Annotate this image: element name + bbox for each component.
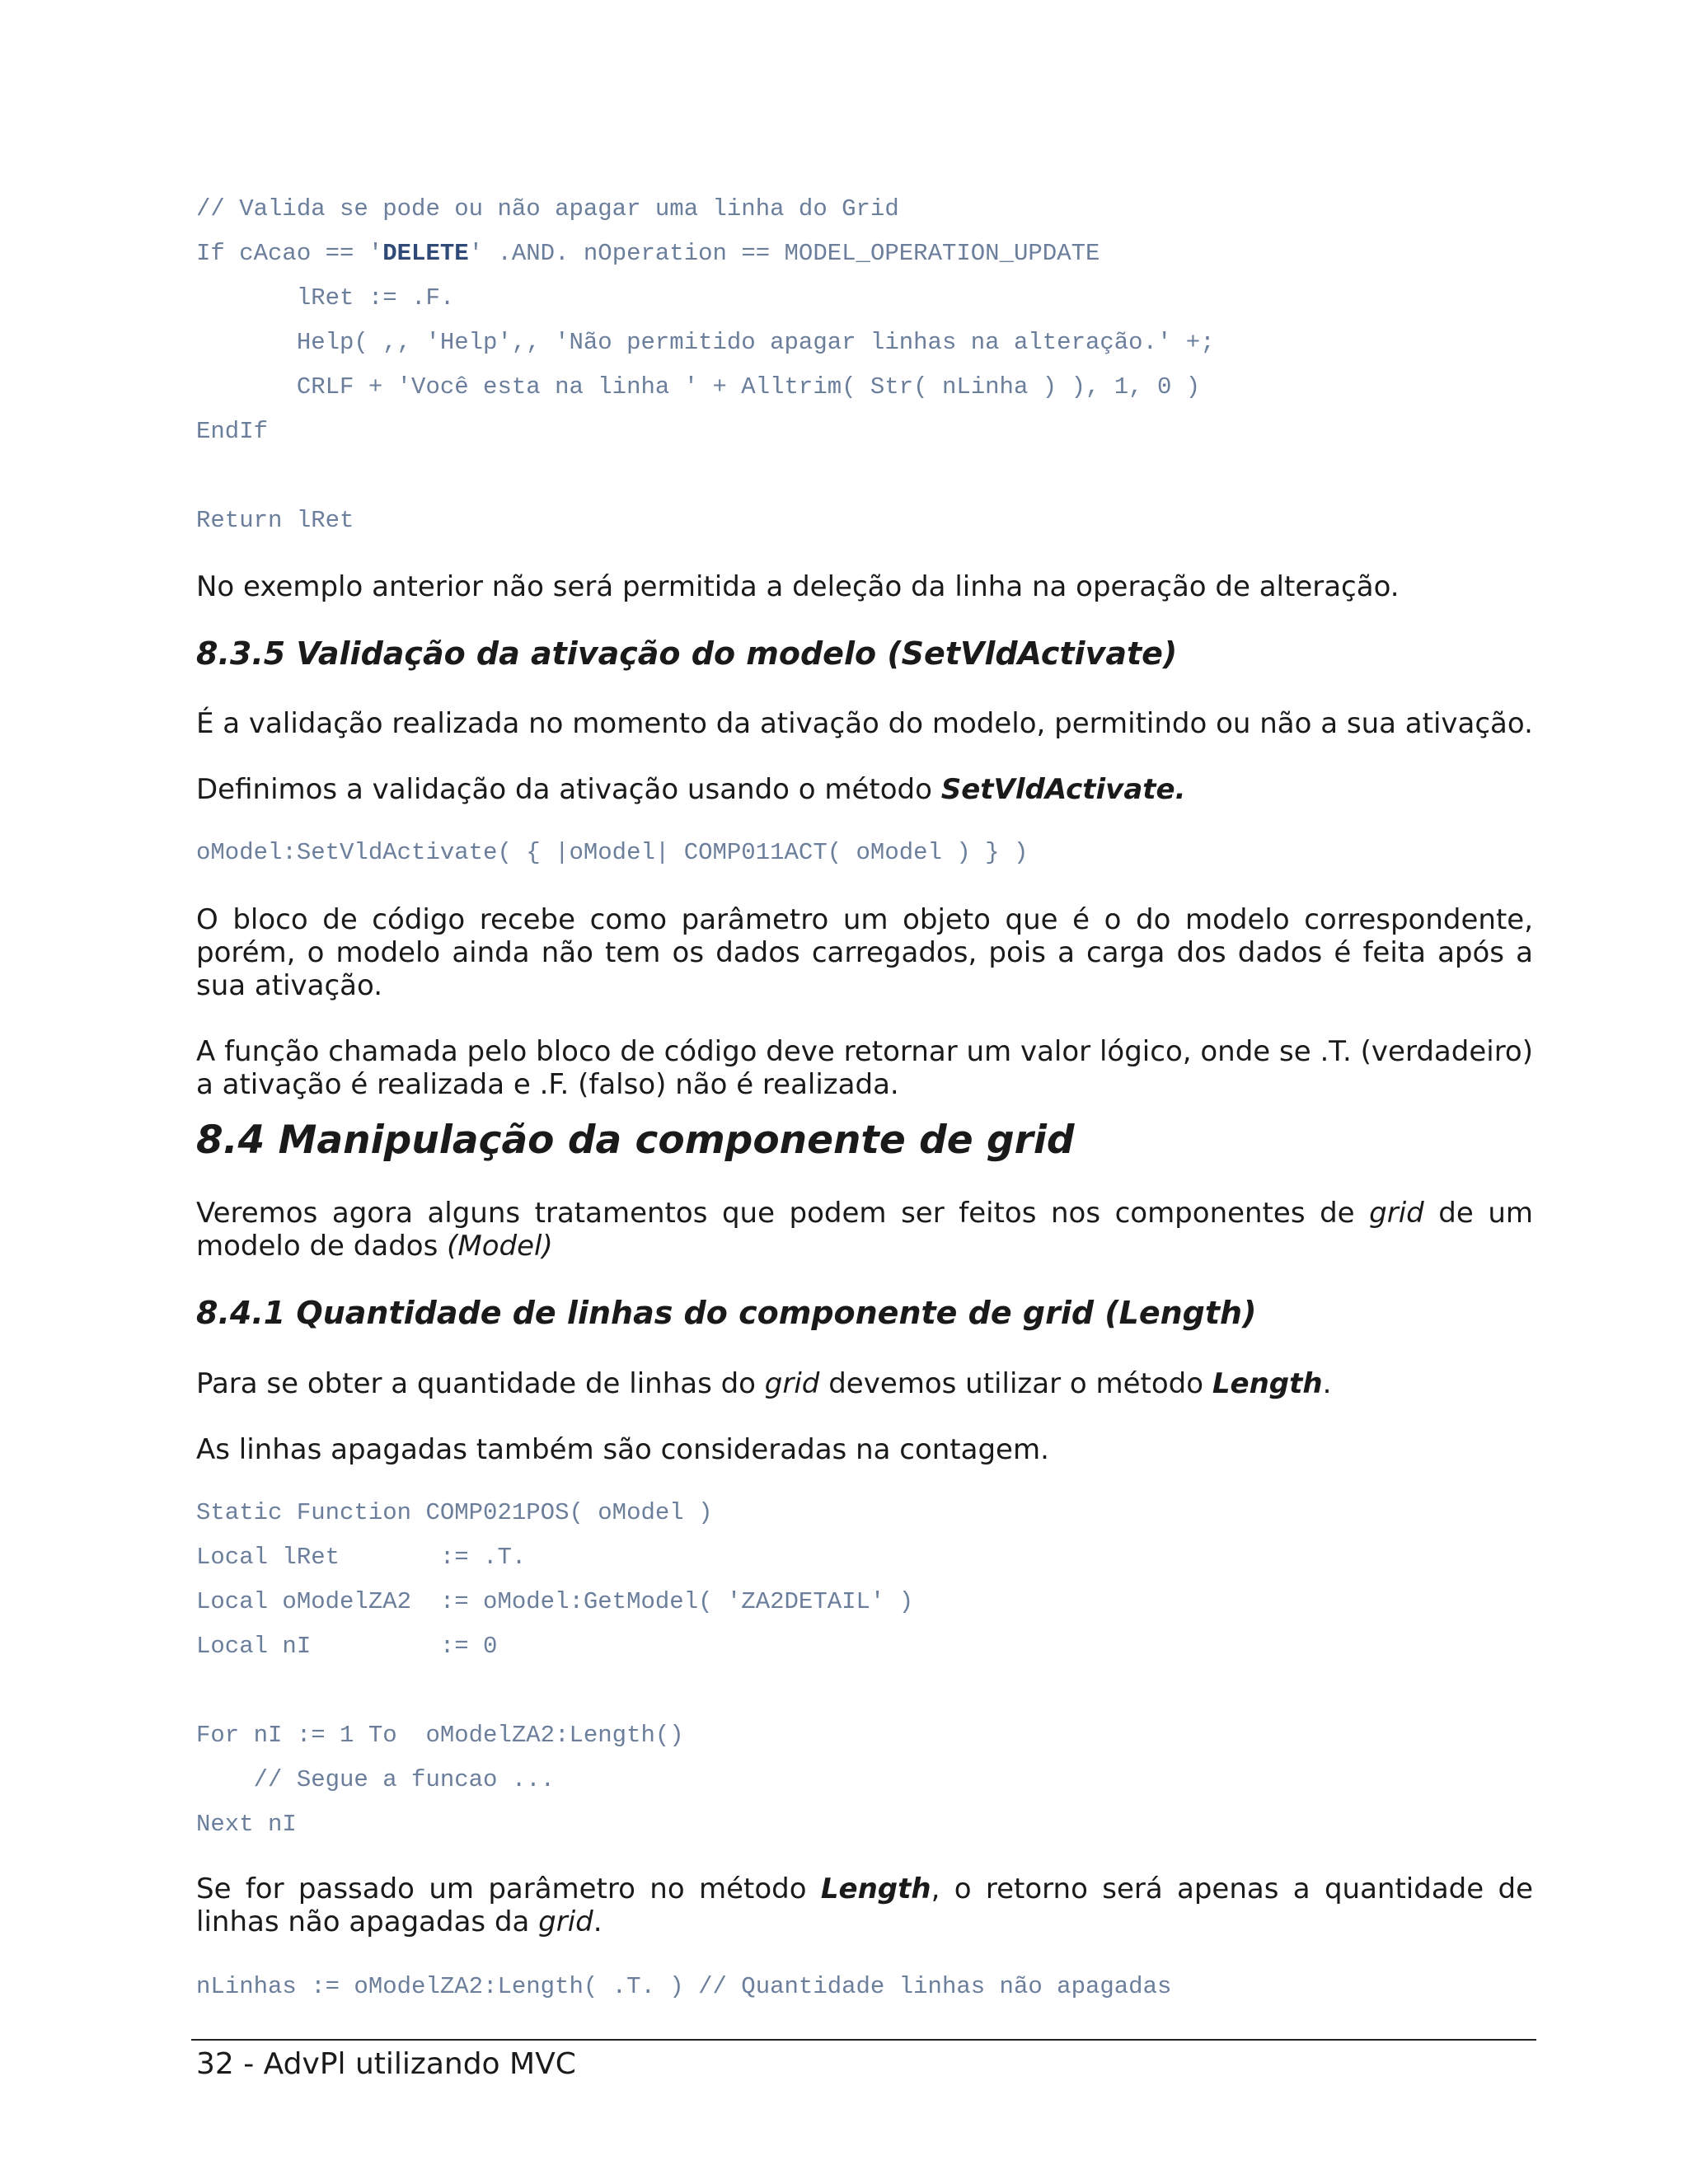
- paragraph: As linhas apagadas também são consideradas na contagem.: [196, 1433, 1049, 1466]
- code-line: If cAcao == 'DELETE' .AND. nOperation == MODEL_OPERATION_UPDATE: [196, 240, 1100, 267]
- code-line: Return lRet: [196, 507, 354, 534]
- section-heading: 8.4.1 Quantidade de linhas do componente de grid (Length): [196, 1295, 1257, 1331]
- code-line: oModel:SetVldActivate( { |oModel| COMP011ACT( oModel ) } ): [196, 839, 1029, 866]
- paragraph: No exemplo anterior não será permitida a deleção da linha na operação de alteração.: [196, 570, 1400, 603]
- code-line: CRLF + 'Você esta na linha ' + Alltrim( Str( nLinha ) ), 1, 0 ): [196, 373, 1201, 401]
- code-keyword: DELETE: [382, 240, 469, 267]
- section-heading: 8.3.5 Validação da ativação do modelo (SetVldActivate): [196, 635, 1178, 672]
- paragraph: O bloco de código recebe como parâmetro um objeto que é o do modelo correspondente, porém, o modelo ainda não tem os dados carregados, pois a carga dos dados é feita após a sua ativação.: [196, 903, 1533, 1002]
- code-line: nLinhas := oModelZA2:Length( .T. ) // Quantidade linhas não apagadas: [196, 1973, 1172, 2000]
- code-line: // Segue a funcao ...: [196, 1766, 556, 1793]
- code-line: For nI := 1 To oModelZA2:Length(): [196, 1722, 684, 1749]
- code-line: // Valida se pode ou não apagar uma linha do Grid: [196, 195, 899, 223]
- page-footer: 32 - AdvPl utilizando MVC: [196, 2047, 576, 2081]
- code-line: EndIf: [196, 418, 269, 445]
- paragraph: Se for passado um parâmetro no método Length, o retorno será apenas a quantidade de linhas não apagadas da grid.: [196, 1872, 1533, 1938]
- paragraph: É a validação realizada no momento da ativação do modelo, permitindo ou não a sua ativação.: [196, 707, 1533, 740]
- paragraph: Para se obter a quantidade de linhas do grid devemos utilizar o método Length.: [196, 1367, 1332, 1400]
- paragraph: Definimos a validação da ativação usando o método SetVldActivate.: [196, 773, 1186, 806]
- code-line: Local lRet := .T.: [196, 1544, 527, 1571]
- code-line: Static Function COMP021POS( oModel ): [196, 1499, 713, 1526]
- code-line: Help( ,, 'Help',, 'Não permitido apagar linhas na alteração.' +;: [196, 329, 1215, 356]
- code-line: Local nI := 0: [196, 1633, 498, 1660]
- section-heading: 8.4 Manipulação da componente de grid: [196, 1118, 1075, 1163]
- code-line: lRet := .F.: [196, 284, 455, 312]
- code-line: Local oModelZA2 := oModel:GetModel( 'ZA2DETAIL' ): [196, 1588, 914, 1615]
- paragraph: Veremos agora alguns tratamentos que podem ser feitos nos componentes de grid de um modelo de dados (Model): [196, 1197, 1533, 1263]
- code-line: Next nI: [196, 1811, 297, 1838]
- paragraph: A função chamada pelo bloco de código deve retornar um valor lógico, onde se .T. (verdadeiro) a ativação é realizada e .F. (falso) não é realizada.: [196, 1035, 1533, 1101]
- footer-divider: [191, 2039, 1536, 2041]
